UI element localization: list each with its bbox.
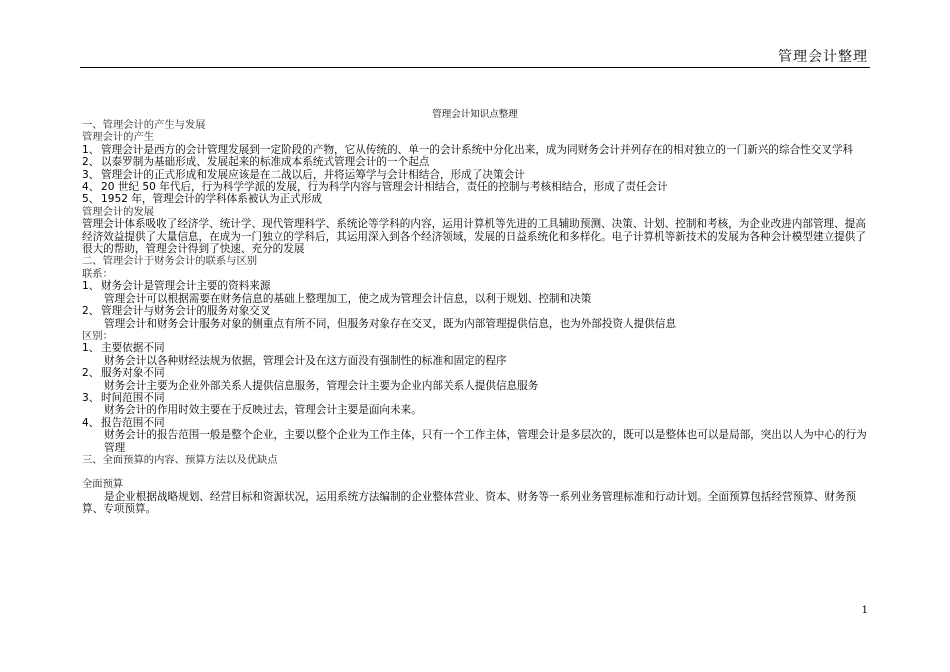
item-text: 时间范围不同 — [101, 391, 165, 404]
list-item — [82, 156, 872, 168]
document-title: 管理会计知识点整理 — [432, 109, 518, 120]
item-number: 4、 — [82, 416, 100, 429]
list-item — [82, 342, 872, 354]
document-body — [82, 119, 872, 516]
item-text: 管理会计是西方的会计管理发展到一定阶段的产物，它从传统的、单一的会计系统中分化出来，成为同财务会计并列存在的相对独立的一门新兴的综合性交叉学科 — [101, 143, 854, 156]
subsection-heading: 区别： — [82, 329, 113, 342]
spacer — [82, 466, 872, 478]
subsection-heading: 管理会计的产生 — [82, 131, 155, 144]
section-heading: 二、管理会计于财务会计的联系与区别 — [82, 255, 258, 268]
item-number: 3、 — [82, 168, 100, 181]
item-number: 2、 — [82, 367, 100, 380]
item-text: 管理会计与财务会计的服务对象交叉 — [101, 305, 271, 318]
list-item — [82, 181, 872, 193]
paragraph: 是企业根据战略规划、经营目标和资源状况，运用系统方法编制的企业整体营业、资本、财务等一系列业务管理标准和行动计划。全面预算包括经营预算、财务预算、专项预算。 — [82, 490, 857, 516]
list-item — [82, 367, 872, 379]
paragraph: 管理会计体系吸收了经济学、统计学、现代管理科学、系统论等学科的内容，运用计算机等先进的工具辅助预测、决策、计划、控制和考核，为企业改进内部管理、提高经济效益提供了大量信息，在成为一门独立的学科后，其运用深入到各个经济领域，发展的日益系统化和多样化。电子计算机等新技术的发展为各种会计模型建立提供了很大的帮助，管理会计得到了快速、充分的发展 — [82, 218, 866, 256]
item-number: 4、 — [82, 181, 100, 194]
subsection-heading: 管理会计的发展 — [82, 205, 155, 218]
item-number: 2、 — [82, 305, 100, 318]
header-title: 管理会计整理 — [778, 49, 868, 65]
item-number: 2、 — [82, 156, 100, 169]
section-heading: 三、全面预算的内容、预算方法以及优缺点 — [82, 453, 278, 466]
item-text: 20 世纪 50 年代后，行为科学学派的发展，行为科学内容与管理会计相结合，责任的控制与考核相结合，形成了责任会计 — [101, 181, 668, 194]
item-number: 1、 — [82, 143, 100, 156]
page-number: 1 — [861, 605, 868, 616]
item-text: 主要依据不同 — [101, 342, 165, 355]
item-text: 以泰罗制为基础形成、发展起来的标准成本系统式管理会计的一个起点 — [101, 156, 430, 169]
item-detail: 财务会计的报告范围一般是整个企业，主要以整个企业为工作主体，只有一个工作主体，管理会计是多层次的，既可以是整体也可以是局部，突出以人为中心的行为管理 — [104, 429, 867, 454]
list-item — [82, 392, 872, 404]
item-detail: 财务会计以各种财经法规为依据，管理会计及在这方面没有强制性的标准和固定的程序 — [104, 354, 507, 367]
subsection-heading: 全面预算 — [82, 478, 124, 491]
item-text: 财务会计是管理会计主要的资料来源 — [101, 280, 271, 293]
list-item — [82, 193, 872, 205]
list-item — [82, 280, 872, 292]
item-detail: 财务会计主要为企业外部关系人提供信息服务，管理会计主要为企业内部关系人提供信息服务 — [104, 379, 539, 392]
list-item — [82, 305, 872, 317]
item-text: 1952 年，管理会计的学科体系被认为正式形成 — [101, 193, 323, 206]
item-detail: 管理会计可以根据需要在财务信息的基础上整理加工，使之成为管理会计信息，以利于规划、控制和决策 — [104, 292, 592, 305]
list-item — [82, 169, 872, 181]
item-number: 3、 — [82, 391, 100, 404]
item-number: 1、 — [82, 342, 100, 355]
item-text: 报告范围不同 — [101, 416, 165, 429]
item-number: 1、 — [82, 280, 100, 293]
section-heading: 一、管理会计的产生与发展 — [82, 119, 206, 131]
item-number: 5、 — [82, 193, 100, 206]
subsection-heading: 联系： — [82, 267, 113, 280]
header-rule — [80, 67, 870, 68]
item-text: 服务对象不同 — [101, 367, 165, 380]
item-detail: 财务会计的作用时效主要在于反映过去，管理会计主要是面向未来。 — [104, 404, 422, 417]
item-text: 管理会计的正式形成和发展应该是在二战以后，并将运筹学与会计相结合，形成了决策会计 — [101, 168, 525, 181]
list-item — [82, 417, 872, 429]
list-item — [82, 144, 872, 156]
item-detail: 管理会计和财务会计服务对象的侧重点有所不同，但服务对象存在交叉，既为内部管理提供信息，也为外部投资人提供信息 — [104, 317, 677, 330]
